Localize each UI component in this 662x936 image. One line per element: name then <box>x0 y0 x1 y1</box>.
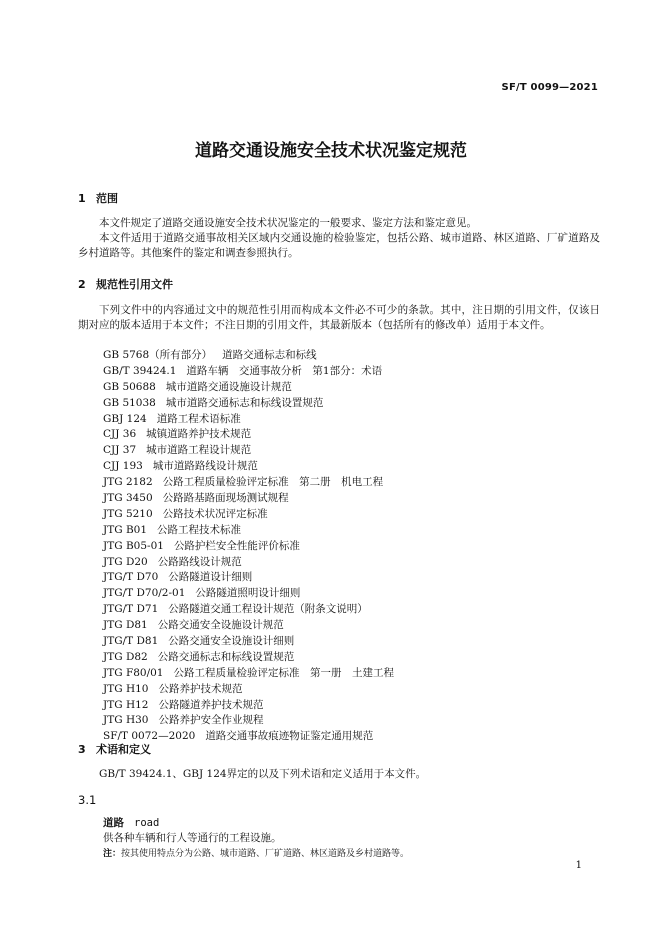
reference-name: 公路交通安全设施设计细则 <box>168 635 295 648</box>
section-number: 2 <box>78 278 86 291</box>
reference-item <box>103 491 394 507</box>
reference-name: 公路交通安全设施设计规范 <box>157 619 284 632</box>
references-intro: 下列文件中的内容通过文中的规范性引用而构成本文件必不可少的条款。其中，注日期的引用文件，仅该日期对应的版本适用于本文件；不注日期的引用文件，其最新版本（包括所有的修改单）适用于本文件。 <box>78 304 600 331</box>
reference-code: JTG H12 <box>103 698 149 711</box>
reference-item <box>103 475 394 491</box>
reference-code: JTG 2182 <box>103 476 153 489</box>
reference-name: 公路技术状况评定标准 <box>162 507 268 520</box>
note-text: 按其使用特点分为公路、城市道路、厂矿道路、林区道路及乡村道路等。 <box>121 849 410 859</box>
subsection-number: 3.1 <box>78 793 97 807</box>
reference-item <box>103 618 394 634</box>
section-2-heading <box>78 276 173 292</box>
standard-code: SF/T 0099—2021 <box>501 82 598 93</box>
section-title: 规范性引用文件 <box>96 278 173 291</box>
reference-code: GB/T 39424.1 <box>103 364 177 377</box>
reference-item <box>103 507 394 523</box>
reference-item <box>103 570 394 586</box>
reference-code: JTG D82 <box>103 650 148 663</box>
reference-name: 公路隧道交通工程设计规范（附条文说明） <box>168 603 368 616</box>
reference-code: JTG 3450 <box>103 492 153 505</box>
reference-code: JTG F80/01 <box>103 666 164 679</box>
reference-item <box>103 634 394 650</box>
reference-item <box>103 348 394 364</box>
term-definition: 供各种车辆和行人等通行的工程设施。 <box>103 832 282 844</box>
reference-code: GB 51038 <box>103 396 156 409</box>
reference-item <box>103 427 394 443</box>
reference-item <box>103 364 394 380</box>
reference-name: 城市道路交通设施设计规范 <box>165 380 292 393</box>
reference-code: SF/T 0072—2020 <box>103 730 196 743</box>
reference-item <box>103 698 394 714</box>
reference-name: 道路工程术语标准 <box>156 412 241 425</box>
reference-name: 公路隧道照明设计细则 <box>195 587 301 600</box>
page-number: 1 <box>575 860 582 871</box>
section-number: 1 <box>78 192 86 205</box>
terms-intro: GB/T 39424.1、GBJ 124界定的以及下列术语和定义适用于本文件。 <box>99 768 427 780</box>
reference-code: GB 50688 <box>103 380 156 393</box>
reference-name: 道路交通标志和标线 <box>222 349 317 361</box>
reference-item <box>103 539 394 555</box>
reference-name: 公路工程质量检验评定标准 第二册 机电工程 <box>162 476 384 489</box>
reference-name: 城镇道路养护技术规范 <box>146 428 252 441</box>
reference-code: JTG B05-01 <box>103 539 164 552</box>
reference-name: 公路隧道设计细则 <box>168 571 253 584</box>
reference-name: 城市道路交通标志和标线设置规范 <box>165 396 324 409</box>
reference-item <box>103 650 394 666</box>
section-title: 范围 <box>96 192 118 205</box>
reference-item <box>103 396 394 412</box>
reference-item <box>103 523 394 539</box>
reference-code: JTG B01 <box>103 523 148 536</box>
section-3-heading <box>78 741 151 757</box>
reference-code: JTG H30 <box>103 714 149 727</box>
reference-item <box>103 412 394 428</box>
section-1-heading <box>78 190 118 206</box>
reference-item <box>103 459 394 475</box>
reference-item <box>103 713 394 729</box>
reference-name: 道路车辆 交通事故分析 第1部分：术语 <box>186 364 383 377</box>
reference-code: CJJ 193 <box>103 460 143 473</box>
term-note <box>103 846 409 859</box>
reference-name: 城市道路路线设计规范 <box>152 460 258 473</box>
reference-name: 道路交通事故痕迹物证鉴定通用规范 <box>205 730 374 743</box>
reference-code: GBJ 124 <box>103 412 147 425</box>
normative-references-list <box>103 348 394 745</box>
reference-code: JTG/T D70/2-01 <box>103 587 186 600</box>
reference-name: 公路交通标志和标线设置规范 <box>157 650 295 663</box>
reference-code: JTG D81 <box>103 619 148 632</box>
section-number: 3 <box>78 743 86 756</box>
reference-item <box>103 602 394 618</box>
term-chinese: 道路 <box>103 817 124 829</box>
document-title: 道路交通设施安全技术状况鉴定规范 <box>195 141 467 161</box>
reference-item <box>103 443 394 459</box>
reference-name: 公路路基路面现场测试规程 <box>162 492 289 505</box>
reference-item <box>103 682 394 698</box>
reference-name: 公路隧道养护技术规范 <box>158 698 264 711</box>
reference-item <box>103 666 394 682</box>
reference-item <box>103 555 394 571</box>
reference-name: 城市道路工程设计规范 <box>146 444 252 457</box>
scope-paragraph-2: 本文件适用于道路交通事故相关区域内交通设施的检验鉴定，包括公路、城市道路、林区道路、厂矿道路及乡村道路等。其他案件的鉴定和调查参照执行。 <box>78 232 600 259</box>
reference-item <box>103 586 394 602</box>
section-title: 术语和定义 <box>96 743 151 756</box>
reference-name: 公路养护安全作业规程 <box>158 714 264 727</box>
term-entry <box>103 815 159 830</box>
reference-name: 公路养护技术规范 <box>158 682 243 695</box>
reference-code: JTG/T D71 <box>103 603 159 616</box>
reference-item <box>103 380 394 396</box>
scope-paragraph-1: 本文件规定了道路交通设施安全技术状况鉴定的一般要求、鉴定方法和鉴定意见。 <box>99 217 477 229</box>
term-english: road <box>134 817 160 829</box>
reference-code: JTG/T D81 <box>103 635 159 648</box>
reference-code: JTG/T D70 <box>103 571 159 584</box>
reference-code: JTG D20 <box>103 555 148 568</box>
reference-code: GB 5768（所有部分） <box>103 349 213 361</box>
reference-code: CJJ 36 <box>103 428 137 441</box>
reference-code: JTG H10 <box>103 682 149 695</box>
reference-code: CJJ 37 <box>103 444 137 457</box>
reference-name: 公路护栏安全性能评价标准 <box>173 539 300 552</box>
reference-name: 公路工程质量检验评定标准 第一册 土建工程 <box>173 666 394 679</box>
reference-code: JTG 5210 <box>103 507 153 520</box>
reference-name: 公路路线设计规范 <box>157 555 242 568</box>
note-label: 注： <box>103 849 122 859</box>
reference-name: 公路工程技术标准 <box>157 523 242 536</box>
